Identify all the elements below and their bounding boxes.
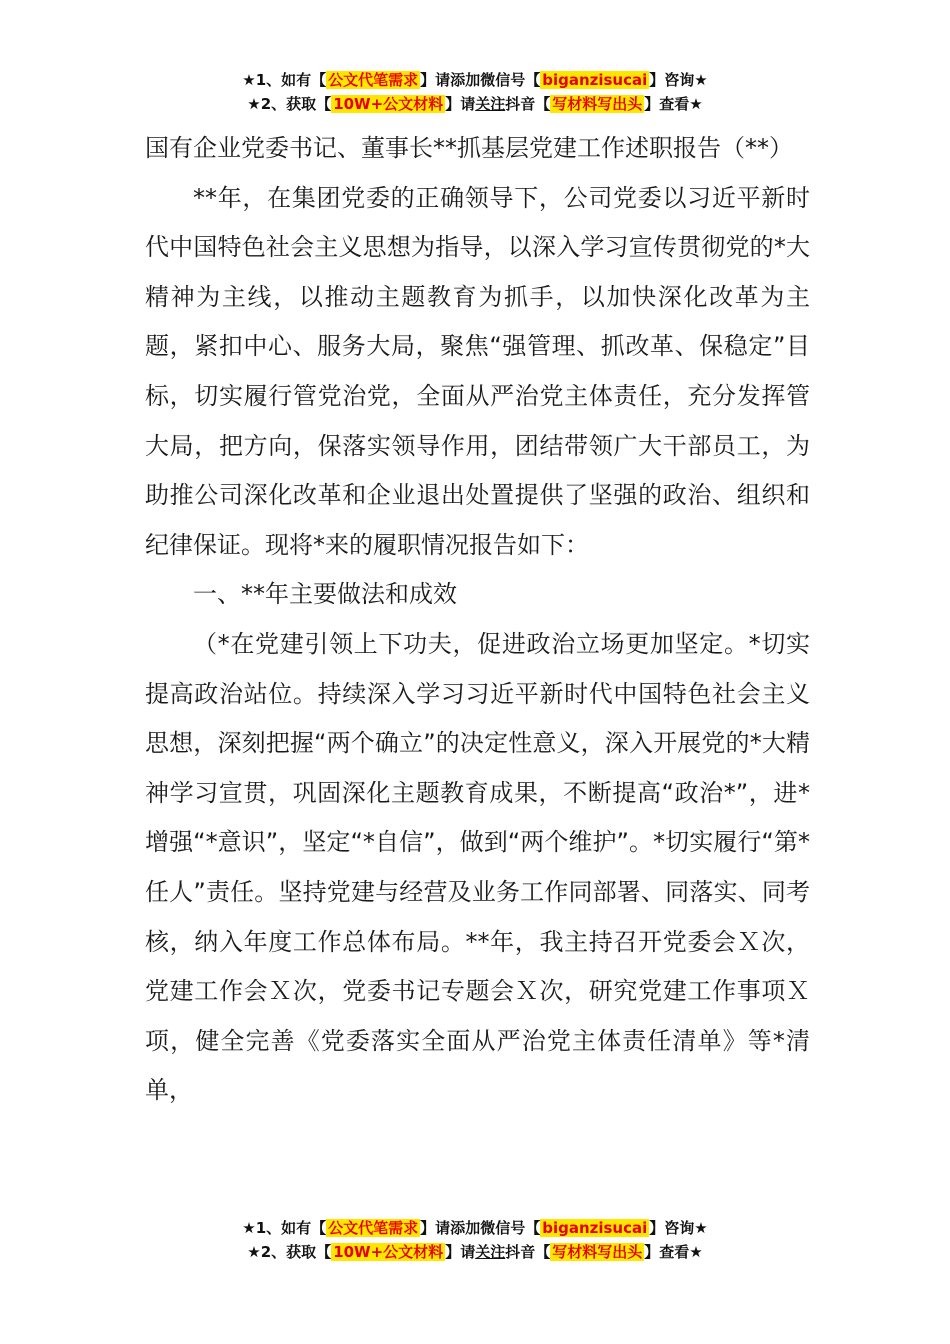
- highlight-douyin: 写材料写出头: [552, 95, 643, 113]
- highlight-service: 公文代笔需求: [328, 1219, 419, 1237]
- section-heading: 一、**年主要做法和成效: [193, 580, 457, 609]
- highlight-wechat-id: biganzisucai: [542, 1219, 648, 1237]
- highlight-wechat-id: biganzisucai: [542, 71, 648, 89]
- banner-line-2: ★2、获取【 10W+公文材料 】请关注抖音【 写材料写出头 】查看★: [247, 95, 703, 113]
- banner-line-2: ★2、获取【 10W+公文材料 】请关注抖音【 写材料写出头 】查看★: [247, 1243, 703, 1261]
- document-body: [145, 124, 810, 1116]
- paragraph-intro: **年，在集团党委的正确领导下，公司党委以习近平新时代中国特色社会主义思想为指导，以深入学习宣传贯彻党的*大精神为主线，以推动主题教育为抓手，以加快深化改革为主题，紧扣中心、服务大局，聚焦“强管理、抓改革、保稳定”目标，切实履行管党治党，全面从严治党主体责任，充分发挥管大局，把方向，保落实领导作用，团结带领广大干部员工，为助推公司深化改革和企业退出处置提供了坚强的政治、组织和纪律保证。现将*来的履职情况报告如下：: [145, 183, 810, 559]
- banner-line-1: ★1、如有【 公文代笔需求 】请添加微信号【 biganzisucai 】咨询★: [242, 1219, 708, 1237]
- paragraph-section-1: （*在党建引领上下功夫，促进政治立场更加坚定。*切实提高政治站位。持续深入学习习近平新时代中国特色社会主义思想，深刻把握“两个确立”的决定性意义，深入开展党的*大精神学习宣贯，巩固深化主题教育成果，不断提高“政治*”，进*增强“*意识”，坚定“*自信”，做到“两个维护”。*切实履行“第*任人”责任。坚持党建与经营及业务工作同部署、同落实、同考核，纳入年度工作总体布局。**年，我主持召开党委会Ｘ次，党建工作会Ｘ次，党委书记专题会Ｘ次，研究党建工作事项Ｘ项，健全完善《党委落实全面从严治党主体责任清单》等*清单，: [145, 629, 810, 1105]
- highlight-douyin: 写材料写出头: [552, 1243, 643, 1261]
- highlight-materials: 10W+公文材料: [333, 95, 444, 113]
- highlight-materials: 10W+公文材料: [333, 1243, 444, 1261]
- footer-banner: [0, 1216, 950, 1264]
- highlight-service: 公文代笔需求: [328, 71, 419, 89]
- document-title: 国有企业党委书记、董事长**抓基层党建工作述职报告（**）: [145, 134, 793, 162]
- header-banner: [0, 68, 950, 116]
- banner-line-1: ★1、如有【 公文代笔需求 】请添加微信号【 biganzisucai 】咨询★: [242, 71, 708, 89]
